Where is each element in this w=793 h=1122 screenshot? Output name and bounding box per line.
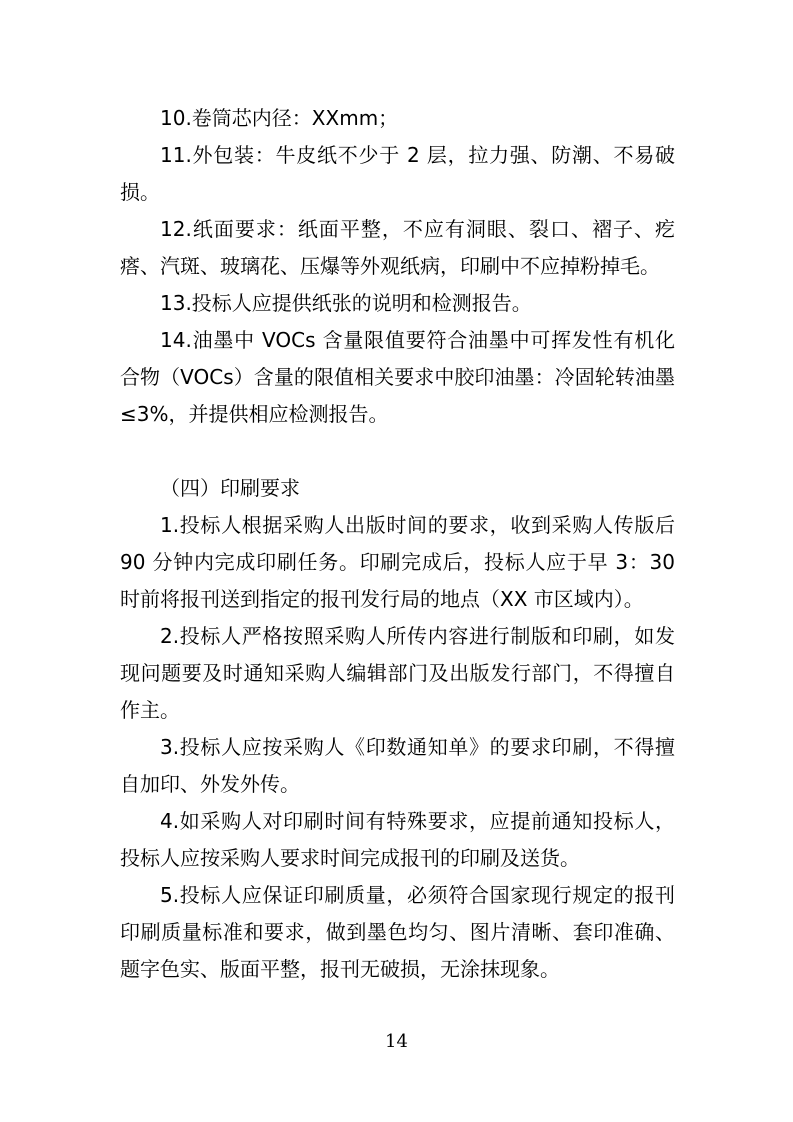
printing-requirement-1: 1.投标人根据采购人出版时间的要求，收到采购人传版后 90 分钟内完成印刷任务。印刷完成后，投标人应于早 3：30 时前将报刊送到指定的报刊发行局的地点（XX 市区域内）。 [120, 513, 675, 611]
printing-requirement-4: 4.如采购人对印刷时间有特殊要求，应提前通知投标人，投标人应按采购人要求时间完成报刊的印刷及送货。 [120, 809, 675, 870]
section-spacer [120, 433, 675, 470]
page-number: 14 [385, 1031, 408, 1052]
paragraph-item-14: 14.油墨中 VOCs 含量限值要符合油墨中可挥发性有机化合物（VOCs）含量的限值相关要求中胶印油墨：冷固轮转油墨≤3%，并提供相应检测报告。 [120, 328, 675, 426]
paragraph-item-12: 12.纸面要求：纸面平整，不应有洞眼、裂口、褶子、疙瘩、汽斑、玻璃花、压爆等外观纸病，印刷中不应掉粉掉毛。 [120, 217, 675, 278]
paragraph-item-11: 11.外包装：牛皮纸不少于 2 层，拉力强、防潮、不易破损。 [120, 143, 675, 204]
printing-requirement-5: 5.投标人应保证印刷质量，必须符合国家现行规定的报刊印刷质量标准和要求，做到墨色均匀、图片清晰、套印准确、题字色实、版面平整，报刊无破损，无涂抹现象。 [120, 883, 675, 981]
paragraph-item-10: 10.卷筒芯内径：XXmm； [160, 106, 399, 130]
printing-requirement-2: 2.投标人严格按照采购人所传内容进行制版和印刷，如发现问题要及时通知采购人编辑部门及出版发行部门，不得擅自作主。 [120, 624, 675, 722]
section-heading: （四）印刷要求 [160, 476, 300, 500]
printing-requirement-3: 3.投标人应按采购人《印数通知单》的要求印刷，不得擅自加印、外发外传。 [120, 735, 675, 796]
paragraph-item-13: 13.投标人应提供纸张的说明和检测报告。 [160, 291, 532, 315]
document-body [120, 100, 675, 988]
